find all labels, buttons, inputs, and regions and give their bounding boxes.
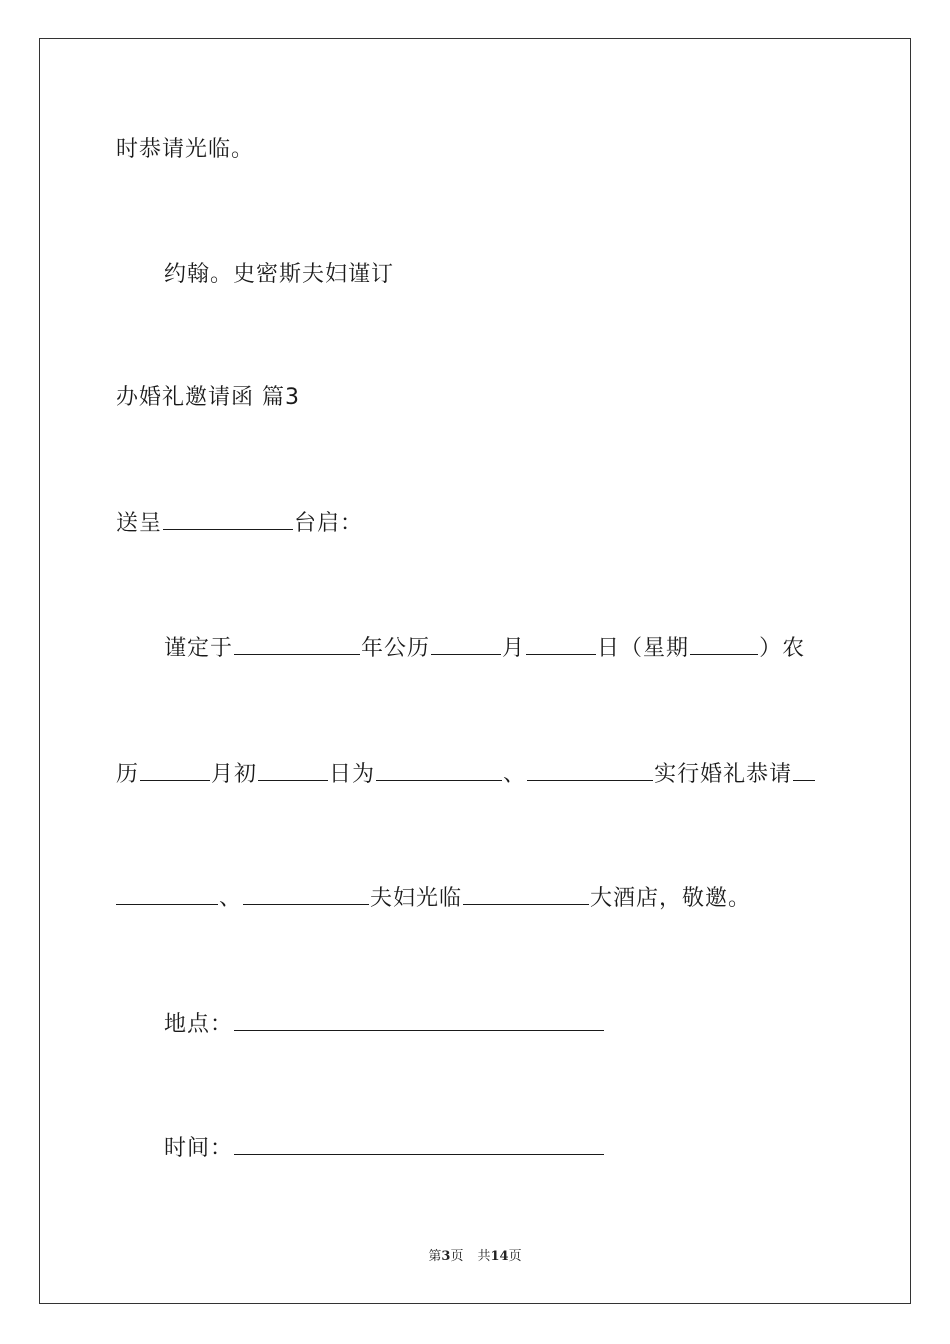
- time-blank: [234, 1132, 604, 1155]
- day-blank: [526, 632, 596, 655]
- couple-separator: 、: [503, 762, 527, 787]
- location-blank: [234, 1008, 604, 1031]
- year-blank: [234, 632, 360, 655]
- date-day-label: 日（星期: [597, 636, 690, 661]
- guest-second-blank: [243, 882, 369, 905]
- page-prefix: 第: [428, 1249, 442, 1264]
- text-line-closing: 时恭请光临。: [116, 137, 255, 162]
- text-line-time: [164, 1132, 605, 1164]
- bride-blank: [527, 758, 653, 781]
- date-prefix: 谨定于: [164, 636, 234, 661]
- guest-label: 夫妇光临: [370, 886, 463, 911]
- ceremony-label: 实行婚礼恭请: [654, 762, 793, 787]
- guest-separator: 、: [219, 886, 243, 911]
- page-unit: 页: [450, 1249, 464, 1264]
- page-footer: [0, 1248, 950, 1266]
- recipient-prefix: 送呈: [116, 511, 163, 536]
- recipient-blank: [163, 507, 293, 530]
- date-year-label: 年公历: [361, 636, 431, 661]
- guest-blank-end: [116, 882, 218, 905]
- location-label: 地点：: [164, 1012, 234, 1037]
- groom-blank: [376, 758, 502, 781]
- month-blank: [431, 632, 501, 655]
- weekday-blank: [690, 632, 758, 655]
- lunar-prefix: 历: [116, 762, 140, 787]
- total-prefix: 共: [477, 1249, 491, 1264]
- hotel-label: 大酒店，敬邀。: [590, 886, 752, 911]
- date-month-label: 月: [502, 636, 526, 661]
- lunar-month-label: 月初: [211, 762, 258, 787]
- text-line-location: [164, 1008, 605, 1040]
- lunar-day-label: 日为: [329, 762, 376, 787]
- time-label: 时间：: [164, 1136, 234, 1161]
- recipient-suffix: 台启：: [294, 511, 364, 536]
- lunar-day-blank: [258, 758, 328, 781]
- text-line-signature: 约翰。史密斯夫妇谨订: [164, 262, 395, 287]
- text-line-recipient: [116, 507, 363, 539]
- page-border: [39, 38, 911, 1304]
- date-lunar-label: ）农: [759, 636, 806, 661]
- page-total: 14: [490, 1249, 509, 1264]
- lunar-month-blank: [140, 758, 210, 781]
- text-line-lunar: [116, 758, 816, 790]
- page-number: 3: [441, 1249, 451, 1264]
- text-line-date: [164, 632, 805, 664]
- guest-blank-start: [793, 758, 815, 781]
- section-heading: 办婚礼邀请函 篇3: [116, 385, 300, 410]
- text-line-guests: [116, 882, 751, 914]
- total-unit: 页: [508, 1249, 522, 1264]
- hotel-blank: [463, 882, 589, 905]
